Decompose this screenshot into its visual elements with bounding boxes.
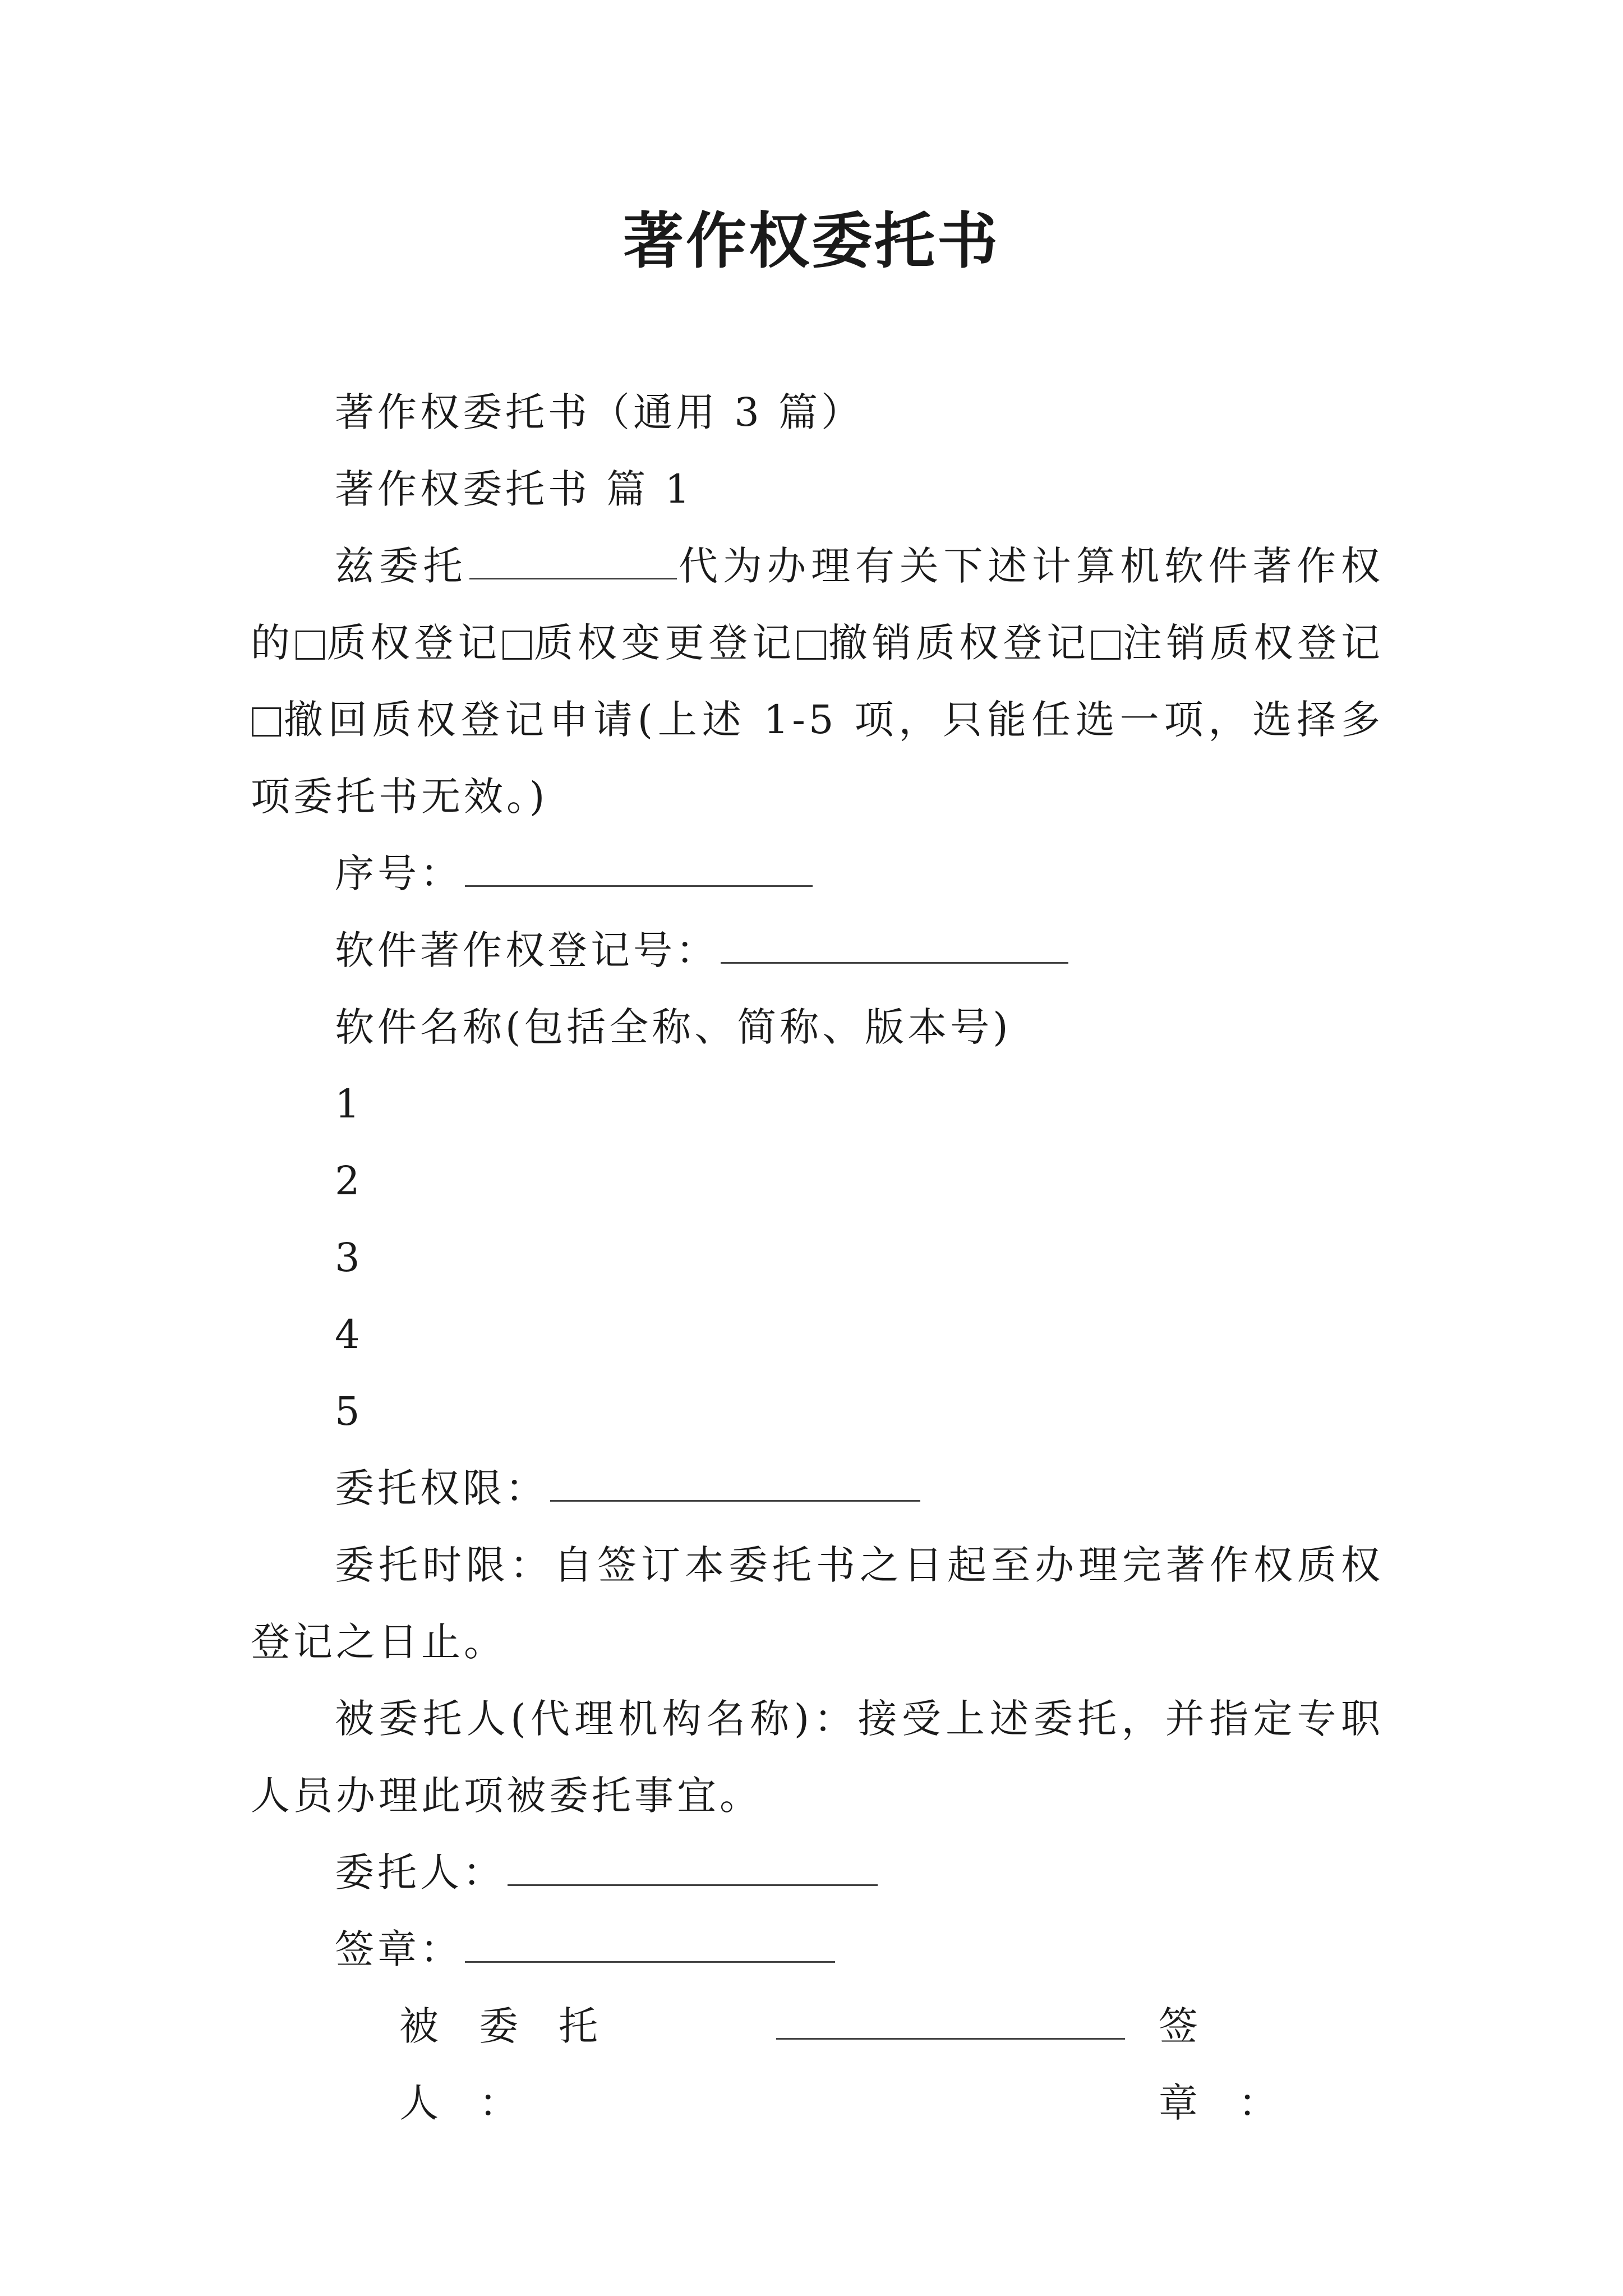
- principal-line: [251, 1834, 1384, 1911]
- intro-paragraph: [251, 528, 1384, 835]
- serial-line: [251, 835, 1384, 912]
- principal-label: 委托人：: [335, 1849, 505, 1895]
- list-item: 1: [335, 1081, 363, 1127]
- term-paragraph: 委托时限：自签订本委托书之日起至办理完著作权质权登记之日止。: [251, 1542, 1384, 1665]
- registration-number-line: [251, 912, 1384, 989]
- seal-label: 签章：: [335, 1926, 463, 1972]
- entrusted-party-blank[interactable]: [469, 545, 677, 579]
- checkbox-cancel-pledge[interactable]: [1091, 631, 1121, 660]
- document-subtitle: 著作权委托书（通用 3 篇）: [335, 389, 864, 435]
- authority-line: [251, 1450, 1384, 1527]
- trustee-seal-label: 签章：: [1158, 2003, 1318, 2126]
- checkbox-pledge-change[interactable]: [502, 631, 532, 660]
- option-withdraw-application: 撤回质权登记申请(上述 1-5 项，只能任选一项，选择多项委托书无效。): [251, 697, 1384, 820]
- seal-blank[interactable]: [465, 1929, 835, 1963]
- registration-number-label: 软件著作权登记号：: [335, 927, 718, 973]
- checkbox-revoke-pledge[interactable]: [797, 631, 826, 660]
- authority-label: 委托权限：: [335, 1465, 548, 1511]
- checkbox-withdraw-application[interactable]: [252, 707, 281, 737]
- principal-blank[interactable]: [508, 1852, 878, 1886]
- trustee-label: 被委托人：: [399, 2003, 638, 2126]
- registration-number-blank[interactable]: [721, 930, 1068, 964]
- list-item: 2: [335, 1158, 363, 1204]
- authority-blank[interactable]: [550, 1467, 920, 1502]
- list-item: 3: [335, 1235, 363, 1281]
- software-name-label: 软件名称(包括全称、简称、版本号): [335, 1004, 1012, 1050]
- option-pledge-registration: 质权登记: [325, 620, 502, 666]
- option-pledge-change: 质权变更登记: [533, 620, 796, 666]
- checkbox-pledge-registration[interactable]: [296, 631, 325, 660]
- seal-line: [251, 1911, 1384, 1988]
- trustee-paragraph: 被委托人(代理机构名称)：接受上述委托，并指定专职人员办理此项被委托事宜。: [251, 1696, 1384, 1819]
- list-item: 4: [335, 1312, 363, 1358]
- document-body: [251, 374, 1384, 2142]
- intro-text: 代为办理有关下述计算机软件著作权的: [251, 543, 1384, 666]
- trustee-signature-line: [251, 1988, 1384, 2142]
- serial-label: 序号：: [335, 850, 463, 896]
- document-title: 著作权委托书: [623, 206, 1000, 277]
- list-item: 5: [335, 1388, 363, 1434]
- section-heading: 著作权委托书 篇 1: [335, 466, 694, 512]
- intro-prefix: 兹委托: [335, 543, 468, 589]
- option-revoke-pledge: 撤销质权登记: [827, 620, 1090, 666]
- serial-blank[interactable]: [465, 853, 813, 887]
- trustee-blank[interactable]: [776, 2005, 1124, 2040]
- option-cancel-pledge: 注销质权登记: [1121, 620, 1384, 666]
